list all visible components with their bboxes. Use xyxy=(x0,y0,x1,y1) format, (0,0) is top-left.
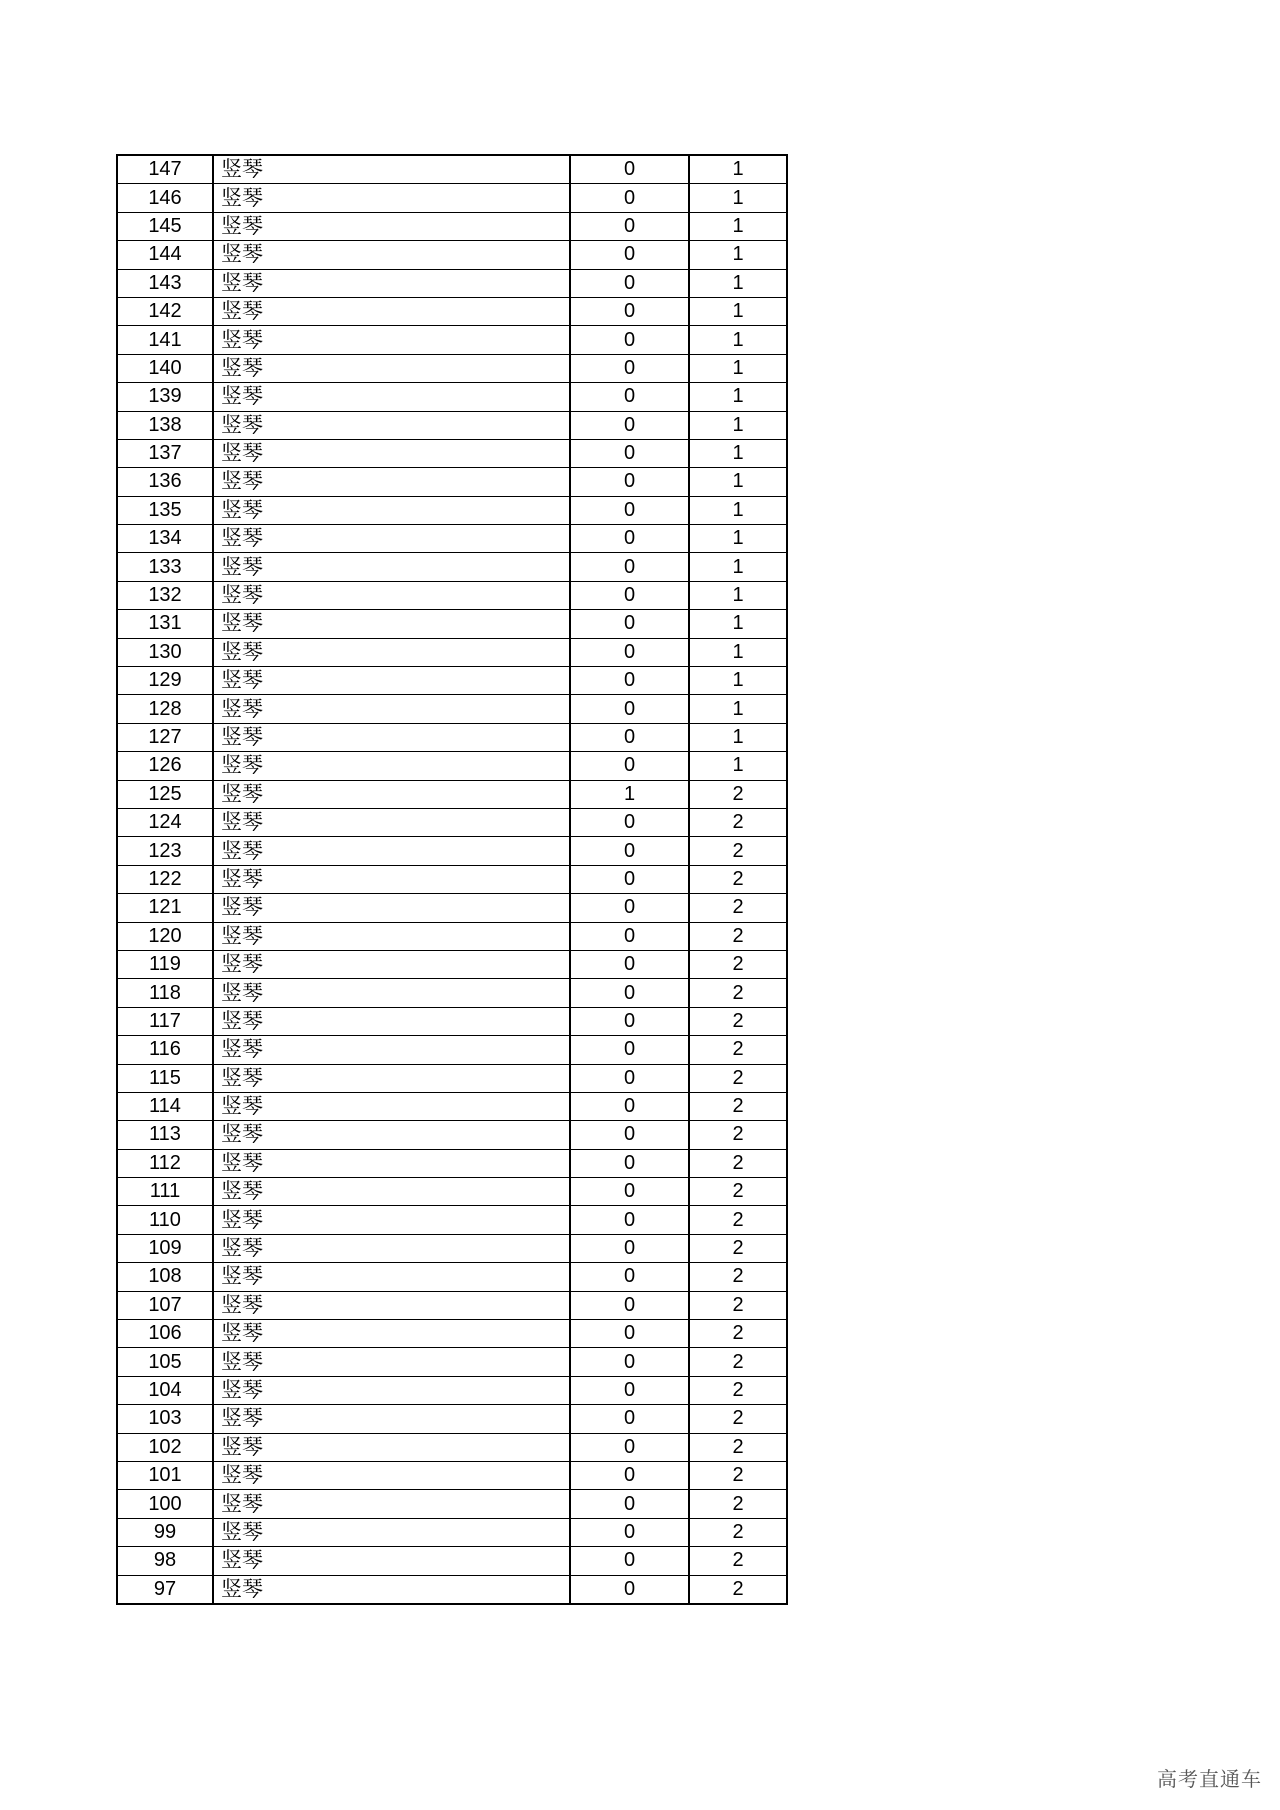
subject-cell: 竖琴 xyxy=(213,638,570,666)
cumulative-cell: 2 xyxy=(689,1234,787,1262)
subject-cell: 竖琴 xyxy=(213,1007,570,1035)
table-row xyxy=(117,1234,787,1262)
subject-cell: 竖琴 xyxy=(213,581,570,609)
count-cell: 0 xyxy=(570,1320,689,1348)
subject-cell: 竖琴 xyxy=(213,1064,570,1092)
table-row xyxy=(117,1178,787,1206)
score-cell: 146 xyxy=(117,184,213,212)
score-cell: 132 xyxy=(117,581,213,609)
score-cell: 137 xyxy=(117,439,213,467)
count-cell: 0 xyxy=(570,241,689,269)
table-row xyxy=(117,241,787,269)
cumulative-cell: 1 xyxy=(689,269,787,297)
table-row xyxy=(117,411,787,439)
count-cell: 1 xyxy=(570,780,689,808)
cumulative-cell: 1 xyxy=(689,297,787,325)
score-cell: 116 xyxy=(117,1036,213,1064)
count-cell: 0 xyxy=(570,723,689,751)
subject-cell: 竖琴 xyxy=(213,411,570,439)
score-cell: 118 xyxy=(117,979,213,1007)
cumulative-cell: 2 xyxy=(689,1149,787,1177)
score-cell: 104 xyxy=(117,1376,213,1404)
count-cell: 0 xyxy=(570,1376,689,1404)
subject-cell: 竖琴 xyxy=(213,894,570,922)
subject-cell: 竖琴 xyxy=(213,1575,570,1604)
score-cell: 144 xyxy=(117,241,213,269)
table-row xyxy=(117,297,787,325)
table-row xyxy=(117,1007,787,1035)
subject-cell: 竖琴 xyxy=(213,1149,570,1177)
table-row xyxy=(117,1547,787,1575)
table-row xyxy=(117,1092,787,1120)
subject-cell: 竖琴 xyxy=(213,1490,570,1518)
score-cell: 101 xyxy=(117,1461,213,1489)
subject-cell: 竖琴 xyxy=(213,155,570,184)
table-row xyxy=(117,837,787,865)
table-row xyxy=(117,1064,787,1092)
cumulative-cell: 2 xyxy=(689,1575,787,1604)
cumulative-cell: 2 xyxy=(689,1348,787,1376)
cumulative-cell: 1 xyxy=(689,496,787,524)
table-row xyxy=(117,155,787,184)
cumulative-cell: 2 xyxy=(689,780,787,808)
cumulative-cell: 2 xyxy=(689,1433,787,1461)
table-row xyxy=(117,1149,787,1177)
score-cell: 128 xyxy=(117,695,213,723)
subject-cell: 竖琴 xyxy=(213,354,570,382)
cumulative-cell: 1 xyxy=(689,411,787,439)
score-cell: 120 xyxy=(117,922,213,950)
cumulative-cell: 2 xyxy=(689,808,787,836)
cumulative-cell: 2 xyxy=(689,894,787,922)
score-table-body xyxy=(117,155,787,1604)
subject-cell: 竖琴 xyxy=(213,269,570,297)
count-cell: 0 xyxy=(570,610,689,638)
score-cell: 109 xyxy=(117,1234,213,1262)
table-row xyxy=(117,354,787,382)
table-row xyxy=(117,553,787,581)
score-cell: 126 xyxy=(117,752,213,780)
table-row xyxy=(117,326,787,354)
table-row xyxy=(117,1036,787,1064)
table-row xyxy=(117,1121,787,1149)
count-cell: 0 xyxy=(570,667,689,695)
count-cell: 0 xyxy=(570,1234,689,1262)
score-cell: 110 xyxy=(117,1206,213,1234)
table-row xyxy=(117,269,787,297)
score-cell: 125 xyxy=(117,780,213,808)
table-row xyxy=(117,1376,787,1404)
table-row xyxy=(117,1405,787,1433)
cumulative-cell: 2 xyxy=(689,865,787,893)
count-cell: 0 xyxy=(570,894,689,922)
count-cell: 0 xyxy=(570,581,689,609)
table-row xyxy=(117,979,787,1007)
table-row xyxy=(117,1320,787,1348)
count-cell: 0 xyxy=(570,1461,689,1489)
count-cell: 0 xyxy=(570,1547,689,1575)
cumulative-cell: 2 xyxy=(689,837,787,865)
score-cell: 106 xyxy=(117,1320,213,1348)
table-row xyxy=(117,1518,787,1546)
count-cell: 0 xyxy=(570,638,689,666)
cumulative-cell: 2 xyxy=(689,1547,787,1575)
score-cell: 117 xyxy=(117,1007,213,1035)
score-cell: 107 xyxy=(117,1291,213,1319)
table-row xyxy=(117,581,787,609)
subject-cell: 竖琴 xyxy=(213,1433,570,1461)
cumulative-cell: 2 xyxy=(689,1291,787,1319)
table-row xyxy=(117,865,787,893)
cumulative-cell: 2 xyxy=(689,1178,787,1206)
score-cell: 98 xyxy=(117,1547,213,1575)
watermark-text: 高考直通车 xyxy=(1157,1767,1262,1791)
subject-cell: 竖琴 xyxy=(213,667,570,695)
table-row xyxy=(117,1575,787,1604)
score-cell: 124 xyxy=(117,808,213,836)
count-cell: 0 xyxy=(570,1121,689,1149)
score-cell: 102 xyxy=(117,1433,213,1461)
table-row xyxy=(117,383,787,411)
count-cell: 0 xyxy=(570,1036,689,1064)
table-row xyxy=(117,1461,787,1489)
subject-cell: 竖琴 xyxy=(213,1405,570,1433)
cumulative-cell: 1 xyxy=(689,553,787,581)
cumulative-cell: 1 xyxy=(689,184,787,212)
table-row xyxy=(117,496,787,524)
cumulative-cell: 1 xyxy=(689,155,787,184)
score-cell: 141 xyxy=(117,326,213,354)
count-cell: 0 xyxy=(570,1149,689,1177)
table-row xyxy=(117,1490,787,1518)
subject-cell: 竖琴 xyxy=(213,1461,570,1489)
table-row xyxy=(117,808,787,836)
count-cell: 0 xyxy=(570,354,689,382)
count-cell: 0 xyxy=(570,184,689,212)
subject-cell: 竖琴 xyxy=(213,922,570,950)
cumulative-cell: 1 xyxy=(689,439,787,467)
subject-cell: 竖琴 xyxy=(213,297,570,325)
cumulative-cell: 1 xyxy=(689,581,787,609)
table-row xyxy=(117,752,787,780)
count-cell: 0 xyxy=(570,752,689,780)
subject-cell: 竖琴 xyxy=(213,1178,570,1206)
subject-cell: 竖琴 xyxy=(213,837,570,865)
count-cell: 0 xyxy=(570,1405,689,1433)
cumulative-cell: 1 xyxy=(689,241,787,269)
score-cell: 113 xyxy=(117,1121,213,1149)
score-cell: 129 xyxy=(117,667,213,695)
subject-cell: 竖琴 xyxy=(213,1376,570,1404)
score-distribution-table xyxy=(116,154,788,1605)
table-row xyxy=(117,638,787,666)
table-row xyxy=(117,894,787,922)
subject-cell: 竖琴 xyxy=(213,184,570,212)
count-cell: 0 xyxy=(570,1007,689,1035)
table-row xyxy=(117,184,787,212)
table-row xyxy=(117,1433,787,1461)
count-cell: 0 xyxy=(570,212,689,240)
subject-cell: 竖琴 xyxy=(213,1547,570,1575)
subject-cell: 竖琴 xyxy=(213,439,570,467)
cumulative-cell: 2 xyxy=(689,1490,787,1518)
table-row xyxy=(117,950,787,978)
subject-cell: 竖琴 xyxy=(213,780,570,808)
cumulative-cell: 1 xyxy=(689,752,787,780)
count-cell: 0 xyxy=(570,979,689,1007)
subject-cell: 竖琴 xyxy=(213,865,570,893)
subject-cell: 竖琴 xyxy=(213,326,570,354)
cumulative-cell: 1 xyxy=(689,468,787,496)
cumulative-cell: 2 xyxy=(689,1064,787,1092)
count-cell: 0 xyxy=(570,155,689,184)
table-row xyxy=(117,610,787,638)
count-cell: 0 xyxy=(570,269,689,297)
subject-cell: 竖琴 xyxy=(213,383,570,411)
table-row xyxy=(117,525,787,553)
cumulative-cell: 2 xyxy=(689,979,787,1007)
count-cell: 0 xyxy=(570,553,689,581)
cumulative-cell: 2 xyxy=(689,922,787,950)
table-row xyxy=(117,212,787,240)
cumulative-cell: 1 xyxy=(689,610,787,638)
subject-cell: 竖琴 xyxy=(213,1092,570,1120)
cumulative-cell: 1 xyxy=(689,695,787,723)
count-cell: 0 xyxy=(570,1263,689,1291)
score-cell: 97 xyxy=(117,1575,213,1604)
count-cell: 0 xyxy=(570,1291,689,1319)
table-row xyxy=(117,1206,787,1234)
cumulative-cell: 1 xyxy=(689,638,787,666)
count-cell: 0 xyxy=(570,922,689,950)
count-cell: 0 xyxy=(570,1178,689,1206)
count-cell: 0 xyxy=(570,525,689,553)
count-cell: 0 xyxy=(570,1064,689,1092)
count-cell: 0 xyxy=(570,1518,689,1546)
score-cell: 114 xyxy=(117,1092,213,1120)
table-row xyxy=(117,695,787,723)
score-cell: 138 xyxy=(117,411,213,439)
score-cell: 121 xyxy=(117,894,213,922)
score-cell: 139 xyxy=(117,383,213,411)
table-row xyxy=(117,667,787,695)
table-row xyxy=(117,1348,787,1376)
count-cell: 0 xyxy=(570,865,689,893)
cumulative-cell: 1 xyxy=(689,667,787,695)
count-cell: 0 xyxy=(570,1575,689,1604)
score-cell: 108 xyxy=(117,1263,213,1291)
score-cell: 143 xyxy=(117,269,213,297)
cumulative-cell: 2 xyxy=(689,1007,787,1035)
table-row xyxy=(117,1291,787,1319)
subject-cell: 竖琴 xyxy=(213,525,570,553)
subject-cell: 竖琴 xyxy=(213,1121,570,1149)
score-cell: 119 xyxy=(117,950,213,978)
score-cell: 140 xyxy=(117,354,213,382)
cumulative-cell: 2 xyxy=(689,1092,787,1120)
cumulative-cell: 1 xyxy=(689,212,787,240)
cumulative-cell: 2 xyxy=(689,1263,787,1291)
subject-cell: 竖琴 xyxy=(213,752,570,780)
subject-cell: 竖琴 xyxy=(213,979,570,1007)
count-cell: 0 xyxy=(570,297,689,325)
subject-cell: 竖琴 xyxy=(213,553,570,581)
count-cell: 0 xyxy=(570,496,689,524)
subject-cell: 竖琴 xyxy=(213,1206,570,1234)
cumulative-cell: 2 xyxy=(689,1405,787,1433)
score-cell: 112 xyxy=(117,1149,213,1177)
count-cell: 0 xyxy=(570,1433,689,1461)
score-cell: 145 xyxy=(117,212,213,240)
count-cell: 0 xyxy=(570,1206,689,1234)
score-cell: 142 xyxy=(117,297,213,325)
cumulative-cell: 1 xyxy=(689,383,787,411)
cumulative-cell: 1 xyxy=(689,354,787,382)
subject-cell: 竖琴 xyxy=(213,468,570,496)
subject-cell: 竖琴 xyxy=(213,241,570,269)
score-cell: 111 xyxy=(117,1178,213,1206)
table-row xyxy=(117,723,787,751)
score-cell: 133 xyxy=(117,553,213,581)
score-cell: 99 xyxy=(117,1518,213,1546)
cumulative-cell: 2 xyxy=(689,1121,787,1149)
score-cell: 105 xyxy=(117,1348,213,1376)
subject-cell: 竖琴 xyxy=(213,212,570,240)
subject-cell: 竖琴 xyxy=(213,610,570,638)
count-cell: 0 xyxy=(570,326,689,354)
subject-cell: 竖琴 xyxy=(213,1348,570,1376)
table-row xyxy=(117,439,787,467)
count-cell: 0 xyxy=(570,1092,689,1120)
count-cell: 0 xyxy=(570,808,689,836)
count-cell: 0 xyxy=(570,1348,689,1376)
cumulative-cell: 2 xyxy=(689,1320,787,1348)
table-row xyxy=(117,780,787,808)
cumulative-cell: 1 xyxy=(689,326,787,354)
score-cell: 103 xyxy=(117,1405,213,1433)
score-cell: 131 xyxy=(117,610,213,638)
subject-cell: 竖琴 xyxy=(213,723,570,751)
subject-cell: 竖琴 xyxy=(213,1518,570,1546)
score-cell: 130 xyxy=(117,638,213,666)
subject-cell: 竖琴 xyxy=(213,1234,570,1262)
table-row xyxy=(117,468,787,496)
table-row xyxy=(117,922,787,950)
cumulative-cell: 2 xyxy=(689,1461,787,1489)
cumulative-cell: 1 xyxy=(689,723,787,751)
score-cell: 134 xyxy=(117,525,213,553)
count-cell: 0 xyxy=(570,695,689,723)
cumulative-cell: 2 xyxy=(689,1518,787,1546)
cumulative-cell: 1 xyxy=(689,525,787,553)
cumulative-cell: 2 xyxy=(689,1376,787,1404)
score-cell: 127 xyxy=(117,723,213,751)
score-cell: 135 xyxy=(117,496,213,524)
count-cell: 0 xyxy=(570,1490,689,1518)
table-row xyxy=(117,1263,787,1291)
count-cell: 0 xyxy=(570,383,689,411)
score-cell: 136 xyxy=(117,468,213,496)
cumulative-cell: 2 xyxy=(689,950,787,978)
cumulative-cell: 2 xyxy=(689,1036,787,1064)
count-cell: 0 xyxy=(570,950,689,978)
subject-cell: 竖琴 xyxy=(213,1263,570,1291)
subject-cell: 竖琴 xyxy=(213,808,570,836)
subject-cell: 竖琴 xyxy=(213,1291,570,1319)
count-cell: 0 xyxy=(570,468,689,496)
subject-cell: 竖琴 xyxy=(213,496,570,524)
subject-cell: 竖琴 xyxy=(213,950,570,978)
score-cell: 147 xyxy=(117,155,213,184)
cumulative-cell: 2 xyxy=(689,1206,787,1234)
subject-cell: 竖琴 xyxy=(213,1036,570,1064)
subject-cell: 竖琴 xyxy=(213,695,570,723)
score-cell: 115 xyxy=(117,1064,213,1092)
count-cell: 0 xyxy=(570,837,689,865)
score-cell: 123 xyxy=(117,837,213,865)
score-cell: 100 xyxy=(117,1490,213,1518)
score-cell: 122 xyxy=(117,865,213,893)
count-cell: 0 xyxy=(570,439,689,467)
count-cell: 0 xyxy=(570,411,689,439)
subject-cell: 竖琴 xyxy=(213,1320,570,1348)
